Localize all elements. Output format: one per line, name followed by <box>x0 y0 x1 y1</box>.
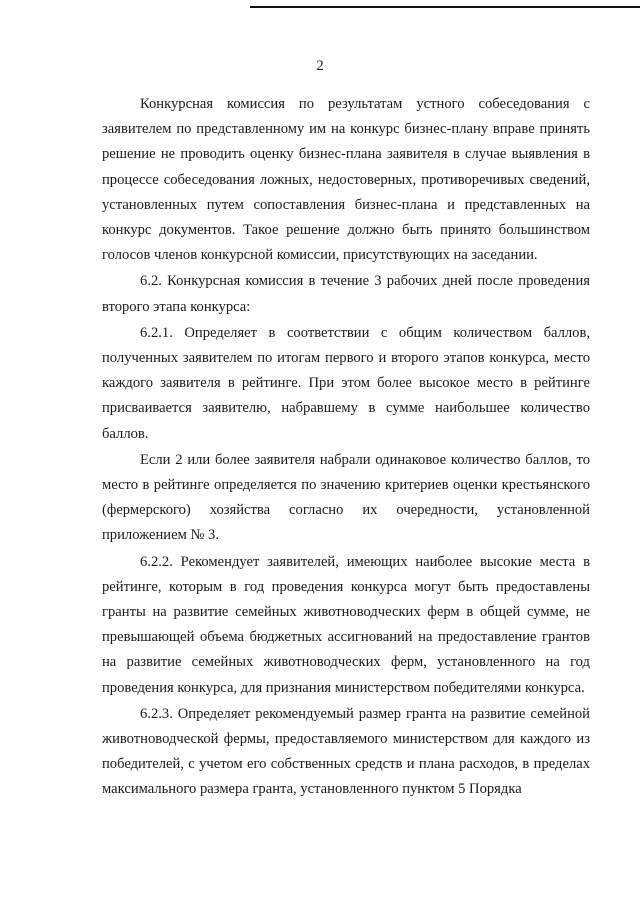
page-number: 2 <box>316 58 324 74</box>
top-rule <box>250 6 640 8</box>
paragraph-equal-points: Если 2 или более заявителя набрали одинаковое количество баллов, то место в рейтинге определяется по значению критериев оценки крестьянского (фермерского) хозяйства согласно их очередности, установленной приложением № 3. <box>102 451 590 544</box>
paragraph-commission-decision: Конкурсная комиссия по результатам устного собеседования с заявителем по представленному им на конкурс бизнес-плану вправе принять решение не проводить оценку бизнес-плана заявителя в случае выявления в процессе собеседования ложных, недостоверных, противоречивых сведений, установленных путем сопоставления бизнес-плана и представленных на конкурс документов. Такое решение должно быть принято большинством голосов членов конкурсной комиссии, присутствующих на заседании. <box>102 96 590 264</box>
paragraph-6-2-3: 6.2.3. Определяет рекомендуемый размер гранта на развитие семейной животноводческой фермы, предоставляемого министерством для каждого из победителей, с учетом его собственных средств и плана расходов, в пределах максимального размера гранта, установленного пунктом 5 Порядка <box>102 705 590 798</box>
paragraph-6-2-2: 6.2.2. Рекомендует заявителей, имеющих наиболее высокие места в рейтинге, которым в год проведения конкурса могут быть предоставлены гранты на развитие семейных животноводческих ферм в общей сумме, не превышающей объема бюджетных ассигнований на предоставление грантов на развитие семейных животноводческих ферм, установленного на год проведения конкурса, для признания министерством победителями конкурса. <box>102 553 590 696</box>
paragraph-6-2: 6.2. Конкурсная комиссия в течение 3 рабочих дней после проведения второго этапа конкурса: <box>102 273 590 315</box>
document-body <box>102 92 590 803</box>
paragraph-6-2-1: 6.2.1. Определяет в соответствии с общим количеством баллов, полученных заявителем по итогам первого и второго этапов конкурса, место каждого заявителя в рейтинге. При этом более высокое место в рейтинге присваивается заявителю, набравшему в сумме наибольшее количество баллов. <box>102 324 590 442</box>
